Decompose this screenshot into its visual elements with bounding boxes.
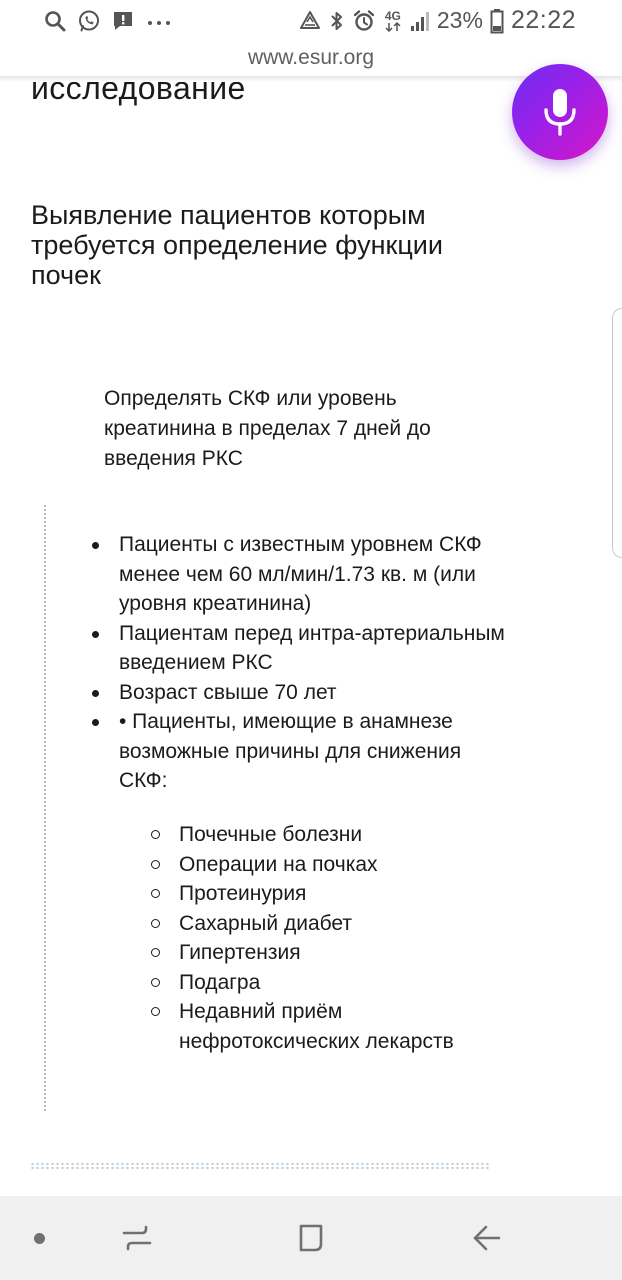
list-item: Почечные болезни (150, 820, 510, 850)
list-item: Возраст свыше 70 лет (90, 678, 510, 708)
recent-apps-icon (120, 1223, 154, 1253)
status-left-icons (42, 8, 174, 34)
recent-apps-button[interactable] (117, 1220, 157, 1256)
status-bar (0, 0, 622, 44)
home-button[interactable] (291, 1220, 331, 1256)
list-item: Подагра (150, 968, 510, 998)
whatsapp-icon (76, 8, 102, 34)
edge-panel-handle[interactable] (612, 308, 622, 558)
recycle-icon (298, 8, 322, 34)
network-4g-label: 4G (384, 8, 401, 23)
address-bar[interactable] (0, 44, 622, 76)
list-item: Протеинурия (150, 879, 510, 909)
section-title: Выявление пациентов которым требуется определение функции почек (31, 200, 443, 290)
battery-icon (490, 8, 504, 34)
battery-percent: 23% (436, 7, 483, 33)
back-button[interactable] (466, 1220, 506, 1256)
alarm-icon (352, 8, 376, 34)
causes-sublist (150, 820, 510, 1056)
previous-heading-tail: исследование (31, 82, 246, 106)
url-text[interactable]: www.esur.org (247, 46, 375, 69)
microphone-icon (540, 86, 580, 138)
list-item: Недавний приём нефротоксических лекарств (150, 997, 510, 1056)
signal-icon (410, 8, 430, 34)
intro-text: Определять СКФ или уровень креатинина в пределах 7 дней до введения РКС (104, 387, 431, 470)
dotted-divider-vertical (44, 505, 46, 1111)
clock: 22:22 (510, 6, 576, 34)
nav-indicator-dot[interactable] (34, 1233, 45, 1244)
home-icon (295, 1222, 327, 1254)
status-right-icons (298, 6, 576, 35)
criteria-list (90, 530, 510, 796)
back-icon (470, 1223, 502, 1253)
network-4g-icon (383, 8, 403, 34)
dotted-divider-horizontal (30, 1162, 490, 1170)
list-item: Операции на почках (150, 850, 510, 880)
more-icon (144, 8, 174, 34)
navigation-bar (0, 1196, 622, 1280)
list-item: • Пациенты, имеющие в анамнезе возможные причины для снижения СКФ: (90, 707, 510, 796)
list-item: Гипертензия (150, 938, 510, 968)
list-item: Пациенты с известным уровнем СКФ менее чем 60 мл/мин/1.73 кв. м (или уровня креатинина) (90, 530, 510, 619)
list-item: Сахарный диабет (150, 909, 510, 939)
list-item: Пациентам перед интра-артериальным введением РКС (90, 619, 510, 678)
page-content[interactable] (0, 82, 622, 1196)
search-icon (42, 8, 68, 34)
feedback-icon (110, 8, 136, 34)
bluetooth-icon (329, 8, 345, 34)
voice-input-button[interactable] (512, 64, 608, 160)
